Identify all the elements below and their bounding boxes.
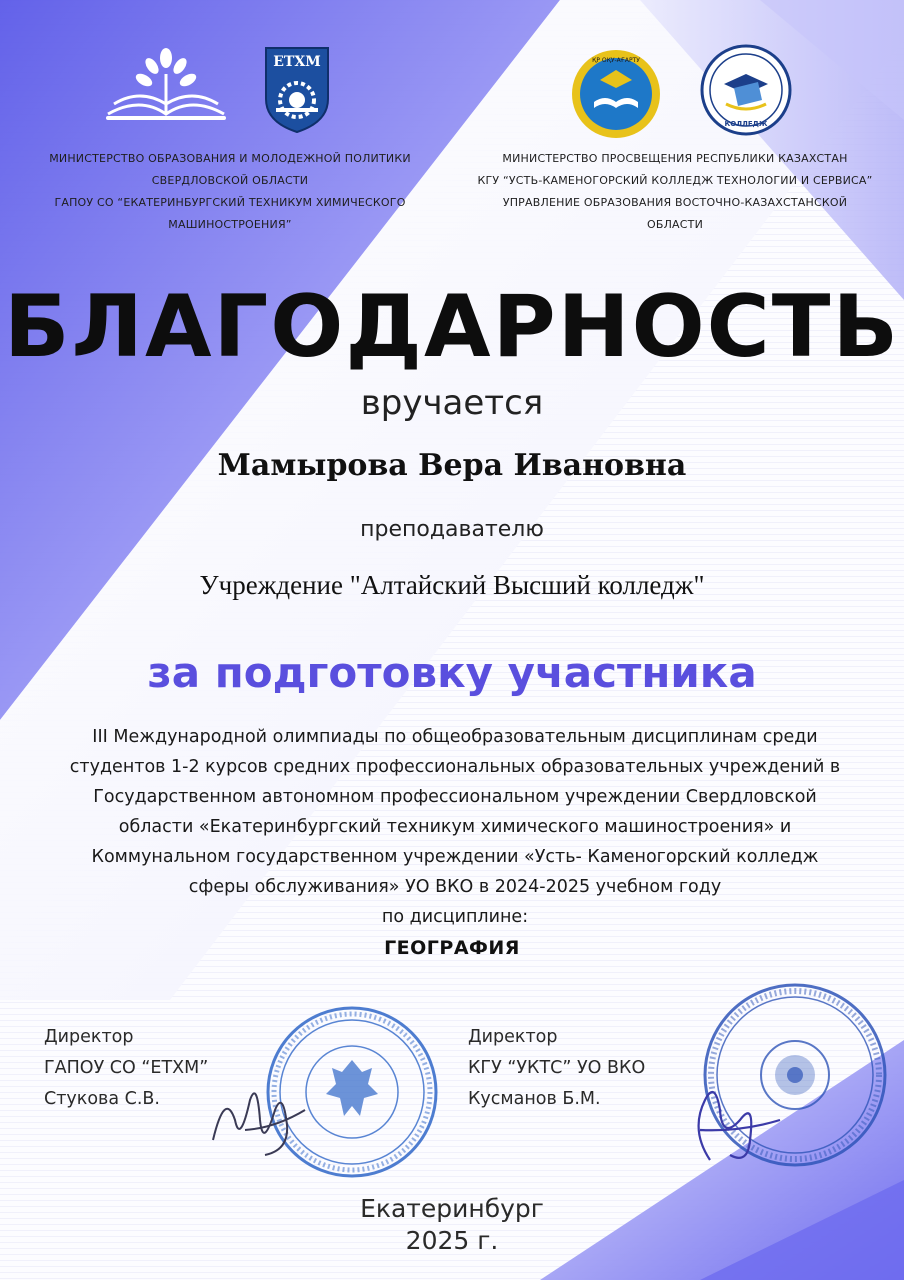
etxm-shield-logo-icon <box>262 44 332 134</box>
recipient-role: преподавателю <box>360 517 544 542</box>
left-signatory-org: ГАПОУ СО “ЕТХМ” <box>44 1058 209 1078</box>
right-org-line: КГУ “УСТЬ-КАМЕНОГОРСКИЙ КОЛЛЕДЖ ТЕХНОЛОГИИ И СЕРВИСА” <box>477 174 873 187</box>
description-line: Коммунальном государственном учреждении «Усть- Каменогорский колледж <box>91 847 819 867</box>
description-line: по дисциплине: <box>381 907 529 927</box>
award-reason: за подготовку участника <box>147 648 757 697</box>
right-org-block <box>460 148 890 236</box>
description-line: сферы обслуживания» УО ВКО в 2024-2025 учебном году <box>188 877 722 897</box>
left-org-line: МИНИСТЕРСТВО ОБРАЗОВАНИЯ И МОЛОДЕЖНОЙ ПОЛИТИКИ <box>49 152 411 165</box>
right-signatory-title: Директор <box>468 1027 558 1047</box>
right-signatory-name: Кусманов Б.М. <box>468 1089 601 1109</box>
recipient-institution: Учреждение "Алтайский Высший колледж" <box>199 570 705 600</box>
description-line: области «Екатеринбургский техникум химического машиностроения» и <box>118 817 792 837</box>
description-line: Государственном автономном профессиональном учреждении Свердловской <box>93 787 817 807</box>
left-signatory-title: Директор <box>44 1027 134 1047</box>
description-line: III Международной олимпиады по общеобразовательным дисциплинам среди <box>92 727 818 747</box>
footer-city: Екатеринбург <box>360 1194 544 1223</box>
college-logo-text: КОЛЛЕДЖ <box>724 120 768 128</box>
description-line: студентов 1-2 курсов средних профессиональных образовательных учреждений в <box>69 757 841 777</box>
left-org-line: МАШИНОСТРОЕНИЯ” <box>168 218 292 231</box>
footer-year: 2025 г. <box>405 1226 499 1255</box>
right-signatory <box>468 1022 708 1115</box>
right-org-line: МИНИСТЕРСТВО ПРОСВЕЩЕНИЯ РЕСПУБЛИКИ КАЗАХСТАН <box>502 152 848 165</box>
etxm-logo-text: ЕТХМ <box>273 54 321 70</box>
book-tree-logo-icon <box>100 44 232 134</box>
recipient-name: Мамырова Вера Ивановна <box>217 448 687 483</box>
left-org-line: СВЕРДЛОВСКОЙ ОБЛАСТИ <box>151 174 309 187</box>
svg-text:ҚР ОҚУ-АҒАРТУ: ҚР ОҚУ-АҒАРТУ <box>592 57 640 64</box>
right-org-line: ОБЛАСТИ <box>646 218 704 231</box>
award-description <box>60 722 850 932</box>
right-org-line: УПРАВЛЕНИЕ ОБРАЗОВАНИЯ ВОСТОЧНО-КАЗАХСТАНСКОЙ <box>502 196 848 209</box>
left-org-block <box>25 148 435 236</box>
certificate-title: БЛАГОДАРНОСТЬ <box>3 277 901 377</box>
left-org-line: ГАПОУ СО “ЕКАТЕРИНБУРГСКИЙ ТЕХНИКУМ ХИМИЧЕСКОГО <box>54 196 406 209</box>
left-signatory <box>44 1022 284 1115</box>
footer-place-date <box>0 1193 904 1257</box>
subject-name: ГЕОГРАФИЯ <box>384 937 520 959</box>
presented-text: вручается <box>360 383 544 423</box>
left-signatory-name: Стукова С.В. <box>44 1089 160 1109</box>
right-signatory-org: КГУ “УКТС” УО ВКО <box>468 1058 646 1078</box>
ministry-kz-book-logo-icon <box>570 48 662 140</box>
college-emblem-logo-icon <box>700 44 792 136</box>
